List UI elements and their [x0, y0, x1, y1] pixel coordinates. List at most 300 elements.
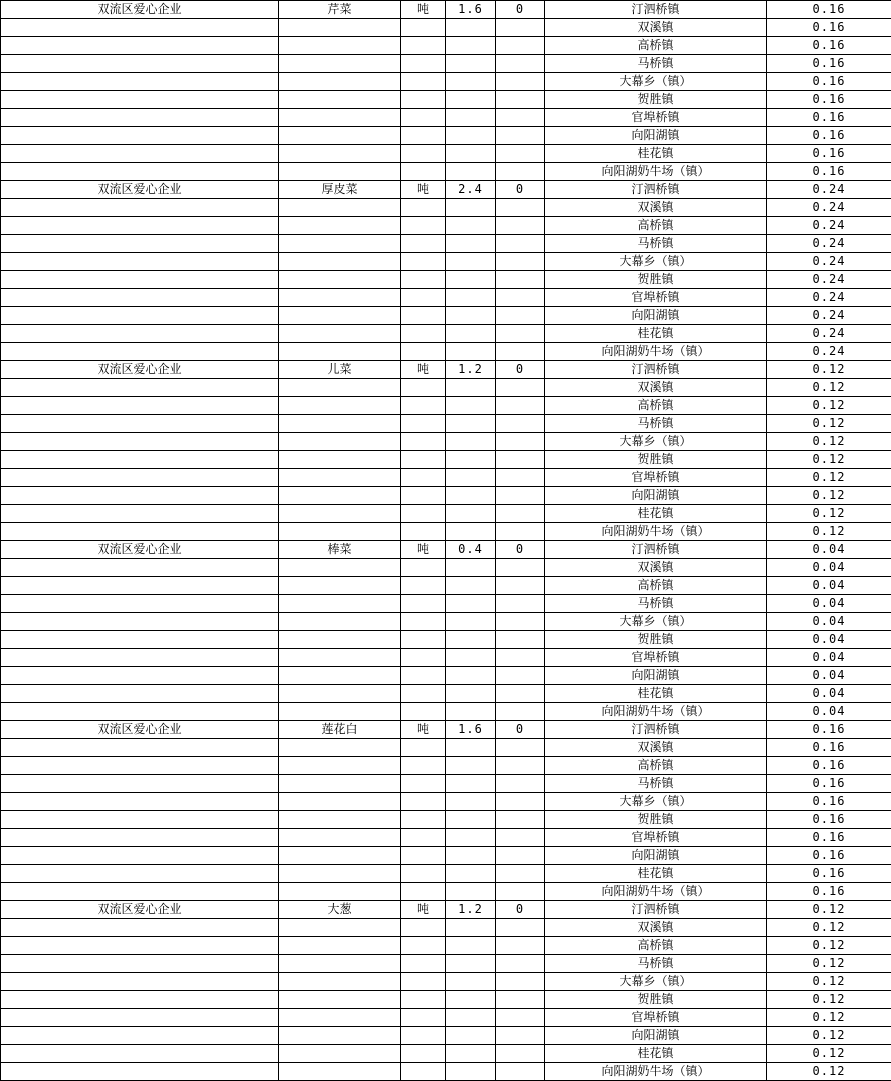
product-cell [279, 199, 401, 217]
table-row [1, 325, 891, 343]
table-row [1, 1, 891, 19]
amount-cell [446, 829, 496, 847]
product-cell [279, 1009, 401, 1027]
amount-cell [446, 631, 496, 649]
town-cell: 大幕乡（镇） [545, 433, 767, 451]
other-cell [496, 271, 545, 289]
product-cell [279, 847, 401, 865]
unit-cell [401, 811, 446, 829]
town-cell: 官埠桥镇 [545, 649, 767, 667]
amount-cell [446, 811, 496, 829]
product-cell [279, 37, 401, 55]
table-row [1, 145, 891, 163]
product-cell: 棒菜 [279, 541, 401, 559]
company-cell: 双流区爱心企业 [1, 541, 279, 559]
company-cell [1, 109, 279, 127]
product-cell [279, 973, 401, 991]
company-cell [1, 505, 279, 523]
town-cell: 官埠桥镇 [545, 109, 767, 127]
company-cell [1, 559, 279, 577]
town-cell: 桂花镇 [545, 685, 767, 703]
other-cell [496, 649, 545, 667]
table-row [1, 703, 891, 721]
amount-cell [446, 649, 496, 667]
other-cell [496, 919, 545, 937]
company-cell: 双流区爱心企业 [1, 901, 279, 919]
per-town-cell: 0.04 [767, 595, 891, 613]
table-row [1, 55, 891, 73]
town-cell: 贺胜镇 [545, 991, 767, 1009]
other-cell [496, 235, 545, 253]
town-cell: 马桥镇 [545, 955, 767, 973]
amount-cell [446, 55, 496, 73]
company-cell [1, 433, 279, 451]
other-cell [496, 1009, 545, 1027]
other-cell [496, 91, 545, 109]
amount-cell [446, 955, 496, 973]
town-cell: 贺胜镇 [545, 811, 767, 829]
unit-cell [401, 991, 446, 1009]
table-row [1, 991, 891, 1009]
per-town-cell: 0.16 [767, 127, 891, 145]
per-town-cell: 0.16 [767, 847, 891, 865]
table-row [1, 649, 891, 667]
table-row [1, 739, 891, 757]
company-cell [1, 757, 279, 775]
unit-cell [401, 91, 446, 109]
unit-cell [401, 793, 446, 811]
per-town-cell: 0.04 [767, 577, 891, 595]
other-cell [496, 793, 545, 811]
product-cell [279, 1063, 401, 1081]
unit-cell [401, 613, 446, 631]
table-row [1, 559, 891, 577]
unit-cell [401, 253, 446, 271]
town-cell: 大幕乡（镇） [545, 73, 767, 91]
product-cell [279, 127, 401, 145]
unit-cell [401, 379, 446, 397]
amount-cell [446, 451, 496, 469]
per-town-cell: 0.04 [767, 541, 891, 559]
town-cell: 向阳湖镇 [545, 667, 767, 685]
other-cell [496, 487, 545, 505]
per-town-cell: 0.04 [767, 685, 891, 703]
product-cell [279, 1027, 401, 1045]
unit-cell [401, 595, 446, 613]
table-row [1, 433, 891, 451]
product-cell: 大葱 [279, 901, 401, 919]
other-cell [496, 847, 545, 865]
per-town-cell: 0.16 [767, 55, 891, 73]
table-row [1, 253, 891, 271]
per-town-cell: 0.24 [767, 325, 891, 343]
table-row [1, 127, 891, 145]
town-cell: 高桥镇 [545, 37, 767, 55]
unit-cell [401, 343, 446, 361]
unit-cell [401, 739, 446, 757]
per-town-cell: 0.16 [767, 1, 891, 19]
product-cell [279, 739, 401, 757]
amount-cell [446, 235, 496, 253]
town-cell: 汀泗桥镇 [545, 721, 767, 739]
company-cell [1, 685, 279, 703]
amount-cell [446, 523, 496, 541]
amount-cell [446, 595, 496, 613]
town-cell: 双溪镇 [545, 199, 767, 217]
per-town-cell: 0.12 [767, 415, 891, 433]
product-cell [279, 433, 401, 451]
other-cell: 0 [496, 361, 545, 379]
town-cell: 官埠桥镇 [545, 469, 767, 487]
per-town-cell: 0.12 [767, 1027, 891, 1045]
other-cell [496, 289, 545, 307]
per-town-cell: 0.12 [767, 487, 891, 505]
amount-cell [446, 307, 496, 325]
amount-cell [446, 433, 496, 451]
other-cell [496, 253, 545, 271]
town-cell: 双溪镇 [545, 739, 767, 757]
unit-cell [401, 523, 446, 541]
company-cell [1, 451, 279, 469]
product-cell [279, 379, 401, 397]
other-cell [496, 397, 545, 415]
unit-cell [401, 1027, 446, 1045]
amount-cell [446, 199, 496, 217]
amount-cell [446, 577, 496, 595]
amount-cell [446, 865, 496, 883]
amount-cell [446, 847, 496, 865]
other-cell [496, 883, 545, 901]
other-cell [496, 865, 545, 883]
amount-cell [446, 487, 496, 505]
product-cell [279, 829, 401, 847]
other-cell [496, 55, 545, 73]
company-cell [1, 469, 279, 487]
town-cell: 向阳湖镇 [545, 1027, 767, 1045]
town-cell: 高桥镇 [545, 937, 767, 955]
unit-cell [401, 307, 446, 325]
product-cell [279, 73, 401, 91]
table-row [1, 577, 891, 595]
company-cell [1, 649, 279, 667]
other-cell: 0 [496, 901, 545, 919]
company-cell [1, 217, 279, 235]
table-row [1, 19, 891, 37]
unit-cell: 吨 [401, 361, 446, 379]
amount-cell [446, 19, 496, 37]
amount-cell [446, 793, 496, 811]
table-row [1, 829, 891, 847]
per-town-cell: 0.12 [767, 991, 891, 1009]
per-town-cell: 0.04 [767, 631, 891, 649]
other-cell [496, 595, 545, 613]
other-cell [496, 415, 545, 433]
unit-cell [401, 505, 446, 523]
amount-cell: 2.4 [446, 181, 496, 199]
table-row [1, 613, 891, 631]
unit-cell [401, 235, 446, 253]
unit-cell [401, 271, 446, 289]
town-cell: 双溪镇 [545, 919, 767, 937]
product-cell [279, 469, 401, 487]
table-row [1, 1063, 891, 1081]
company-cell [1, 595, 279, 613]
company-cell [1, 163, 279, 181]
product-cell [279, 505, 401, 523]
product-cell [279, 955, 401, 973]
amount-cell [446, 667, 496, 685]
table-row [1, 973, 891, 991]
amount-cell [446, 1027, 496, 1045]
company-cell [1, 847, 279, 865]
amount-cell [446, 703, 496, 721]
unit-cell: 吨 [401, 721, 446, 739]
company-cell [1, 973, 279, 991]
unit-cell [401, 217, 446, 235]
company-cell [1, 523, 279, 541]
company-cell [1, 145, 279, 163]
other-cell [496, 667, 545, 685]
town-cell: 贺胜镇 [545, 271, 767, 289]
unit-cell [401, 577, 446, 595]
town-cell: 汀泗桥镇 [545, 361, 767, 379]
unit-cell [401, 289, 446, 307]
per-town-cell: 0.24 [767, 181, 891, 199]
table-row [1, 937, 891, 955]
amount-cell [446, 91, 496, 109]
per-town-cell: 0.16 [767, 109, 891, 127]
town-cell: 官埠桥镇 [545, 1009, 767, 1027]
per-town-cell: 0.12 [767, 433, 891, 451]
table-row [1, 901, 891, 919]
company-cell: 双流区爱心企业 [1, 361, 279, 379]
product-cell [279, 919, 401, 937]
table-row [1, 217, 891, 235]
company-cell [1, 829, 279, 847]
table-row [1, 271, 891, 289]
town-cell: 高桥镇 [545, 397, 767, 415]
product-cell [279, 685, 401, 703]
amount-cell [446, 775, 496, 793]
unit-cell [401, 757, 446, 775]
per-town-cell: 0.12 [767, 1045, 891, 1063]
unit-cell: 吨 [401, 901, 446, 919]
unit-cell [401, 415, 446, 433]
table-row [1, 847, 891, 865]
product-cell [279, 613, 401, 631]
town-cell: 高桥镇 [545, 757, 767, 775]
other-cell: 0 [496, 541, 545, 559]
town-cell: 马桥镇 [545, 595, 767, 613]
product-cell: 芹菜 [279, 1, 401, 19]
product-cell: 儿菜 [279, 361, 401, 379]
product-cell [279, 55, 401, 73]
amount-cell [446, 217, 496, 235]
table-row [1, 289, 891, 307]
product-cell: 厚皮菜 [279, 181, 401, 199]
product-cell [279, 649, 401, 667]
per-town-cell: 0.12 [767, 451, 891, 469]
product-cell [279, 757, 401, 775]
unit-cell [401, 883, 446, 901]
town-cell: 高桥镇 [545, 217, 767, 235]
town-cell: 向阳湖镇 [545, 127, 767, 145]
table-row [1, 955, 891, 973]
amount-cell [446, 109, 496, 127]
table-row [1, 487, 891, 505]
amount-cell [446, 919, 496, 937]
other-cell [496, 739, 545, 757]
company-cell [1, 1009, 279, 1027]
company-cell [1, 415, 279, 433]
company-cell [1, 577, 279, 595]
other-cell [496, 505, 545, 523]
product-cell [279, 1045, 401, 1063]
table-row [1, 91, 891, 109]
amount-cell [446, 883, 496, 901]
company-cell [1, 379, 279, 397]
table-row [1, 361, 891, 379]
product-cell [279, 451, 401, 469]
other-cell [496, 307, 545, 325]
per-town-cell: 0.04 [767, 613, 891, 631]
unit-cell [401, 73, 446, 91]
unit-cell [401, 433, 446, 451]
product-cell [279, 109, 401, 127]
other-cell: 0 [496, 181, 545, 199]
company-cell [1, 289, 279, 307]
table-row [1, 451, 891, 469]
town-cell: 汀泗桥镇 [545, 541, 767, 559]
town-cell: 贺胜镇 [545, 451, 767, 469]
town-cell: 向阳湖奶牛场（镇） [545, 1063, 767, 1081]
table-row [1, 775, 891, 793]
company-cell [1, 397, 279, 415]
per-town-cell: 0.24 [767, 253, 891, 271]
per-town-cell: 0.16 [767, 775, 891, 793]
company-cell [1, 343, 279, 361]
product-cell [279, 145, 401, 163]
amount-cell [446, 937, 496, 955]
product-cell [279, 19, 401, 37]
product-cell [279, 631, 401, 649]
other-cell [496, 109, 545, 127]
unit-cell [401, 1045, 446, 1063]
company-cell [1, 613, 279, 631]
product-cell [279, 883, 401, 901]
product-cell [279, 253, 401, 271]
other-cell [496, 433, 545, 451]
table-row [1, 919, 891, 937]
per-town-cell: 0.12 [767, 937, 891, 955]
town-cell: 马桥镇 [545, 775, 767, 793]
table-row [1, 541, 891, 559]
company-cell [1, 703, 279, 721]
company-cell [1, 883, 279, 901]
table-row [1, 343, 891, 361]
per-town-cell: 0.12 [767, 955, 891, 973]
unit-cell [401, 631, 446, 649]
other-cell [496, 73, 545, 91]
town-cell: 向阳湖奶牛场（镇） [545, 883, 767, 901]
company-cell [1, 55, 279, 73]
table-row [1, 667, 891, 685]
unit-cell [401, 919, 446, 937]
other-cell [496, 163, 545, 181]
town-cell: 大幕乡（镇） [545, 253, 767, 271]
town-cell: 双溪镇 [545, 559, 767, 577]
table-row [1, 181, 891, 199]
per-town-cell: 0.12 [767, 469, 891, 487]
amount-cell [446, 415, 496, 433]
per-town-cell: 0.04 [767, 667, 891, 685]
table-row [1, 811, 891, 829]
table-row [1, 397, 891, 415]
product-cell [279, 487, 401, 505]
product-cell: 莲花白 [279, 721, 401, 739]
per-town-cell: 0.16 [767, 811, 891, 829]
town-cell: 桂花镇 [545, 1045, 767, 1063]
amount-cell [446, 343, 496, 361]
amount-cell [446, 991, 496, 1009]
company-cell [1, 199, 279, 217]
company-cell [1, 739, 279, 757]
company-cell [1, 487, 279, 505]
other-cell [496, 1027, 545, 1045]
table-row [1, 415, 891, 433]
other-cell [496, 1063, 545, 1081]
other-cell: 0 [496, 721, 545, 739]
town-cell: 桂花镇 [545, 145, 767, 163]
table-row [1, 685, 891, 703]
per-town-cell: 0.16 [767, 793, 891, 811]
product-cell [279, 991, 401, 1009]
unit-cell [401, 973, 446, 991]
per-town-cell: 0.16 [767, 73, 891, 91]
product-cell [279, 937, 401, 955]
table-row [1, 109, 891, 127]
product-cell [279, 775, 401, 793]
company-cell [1, 811, 279, 829]
other-cell [496, 19, 545, 37]
table-row [1, 199, 891, 217]
per-town-cell: 0.16 [767, 739, 891, 757]
town-cell: 双溪镇 [545, 19, 767, 37]
amount-cell [446, 37, 496, 55]
product-cell [279, 577, 401, 595]
product-cell [279, 397, 401, 415]
per-town-cell: 0.04 [767, 649, 891, 667]
company-cell [1, 865, 279, 883]
per-town-cell: 0.24 [767, 289, 891, 307]
table-row [1, 793, 891, 811]
per-town-cell: 0.16 [767, 865, 891, 883]
table-row [1, 1045, 891, 1063]
town-cell: 马桥镇 [545, 55, 767, 73]
company-cell: 双流区爱心企业 [1, 721, 279, 739]
amount-cell [446, 163, 496, 181]
product-cell [279, 595, 401, 613]
company-cell: 双流区爱心企业 [1, 181, 279, 199]
company-cell [1, 127, 279, 145]
town-cell: 向阳湖奶牛场（镇） [545, 703, 767, 721]
other-cell [496, 577, 545, 595]
amount-cell: 0.4 [446, 541, 496, 559]
other-cell [496, 613, 545, 631]
company-cell: 双流区爱心企业 [1, 1, 279, 19]
per-town-cell: 0.04 [767, 703, 891, 721]
unit-cell [401, 487, 446, 505]
